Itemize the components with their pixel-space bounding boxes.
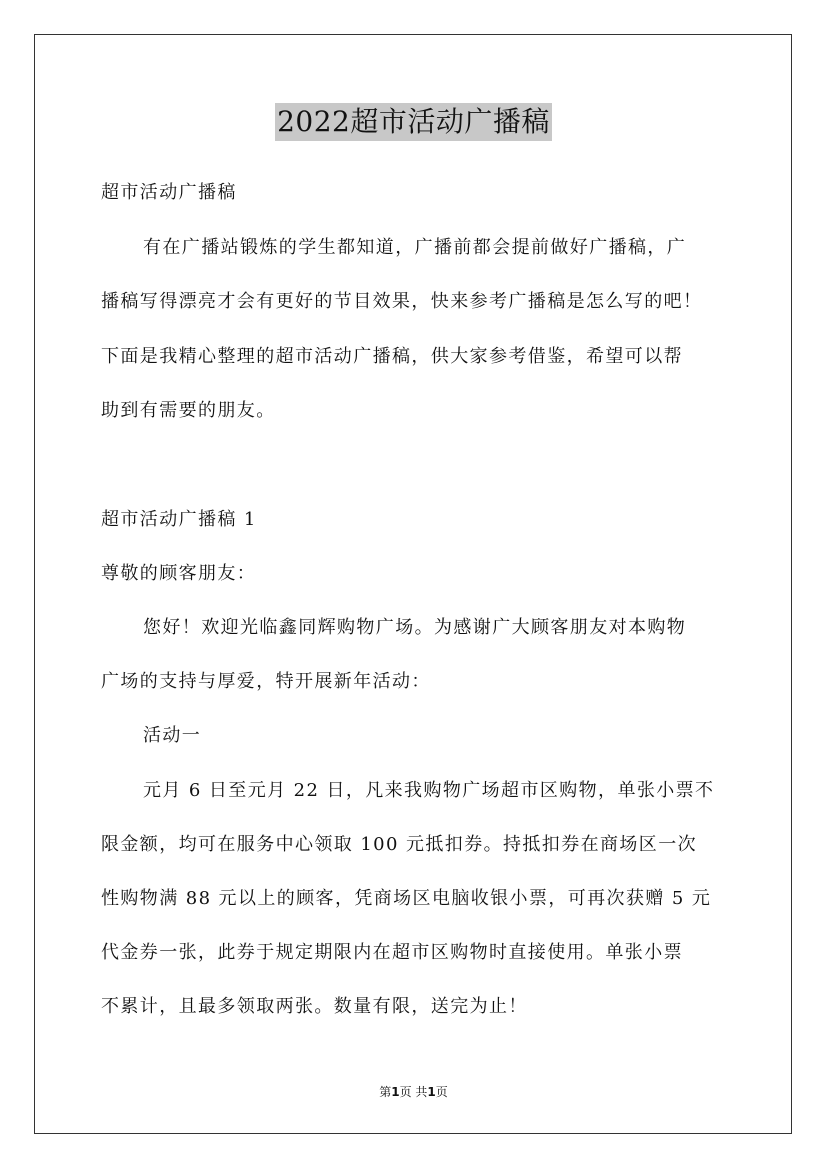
document-title: 2022超市活动广播稿: [275, 103, 552, 141]
page-prefix: 第: [379, 1085, 392, 1099]
page-current: 1: [391, 1085, 400, 1099]
activity-line: 限金额，均可在服务中心领取 100 元抵扣券。持抵扣券在商场区一次: [101, 834, 697, 855]
welcome-line: 广场的支持与厚爱，特开展新年活动：: [101, 671, 431, 692]
activity-line: 性购物满 88 元以上的顾客，凭商场区电脑收银小票，可再次获赠 5 元: [101, 888, 712, 909]
page-mid: 页 共: [399, 1085, 428, 1099]
intro-line: 下面是我精心整理的超市活动广播稿，供大家参考借鉴，希望可以帮: [101, 346, 683, 367]
subtitle: 超市活动广播稿: [101, 182, 237, 203]
welcome-line: 您好！欢迎光临鑫同辉购物广场。为感谢广大顾客朋友对本购物: [143, 617, 687, 638]
intro-line: 有在广播站锻炼的学生都知道，广播前都会提前做好广播稿，广: [143, 237, 687, 258]
activity-line: 元月 6 日至元月 22 日，凡来我购物广场超市区购物，单张小票不: [143, 780, 715, 801]
page-suffix: 页: [435, 1085, 448, 1099]
page-footer: [0, 1084, 827, 1100]
activity-heading: 活动一: [143, 725, 202, 746]
activity-line: 代金券一张，此券于规定期限内在超市区购物时直接使用。单张小票: [101, 942, 683, 963]
activity-line: 不累计，且最多领取两张。数量有限，送完为止！: [101, 996, 528, 1017]
page-total: 1: [427, 1085, 436, 1099]
greeting: 尊敬的顾客朋友：: [101, 563, 257, 584]
intro-line: 助到有需要的朋友。: [101, 400, 276, 421]
title-container: [0, 103, 827, 141]
intro-line: 播稿写得漂亮才会有更好的节目效果，快来参考广播稿是怎么写的吧！: [101, 291, 703, 312]
section-heading: 超市活动广播稿 1: [101, 509, 257, 530]
